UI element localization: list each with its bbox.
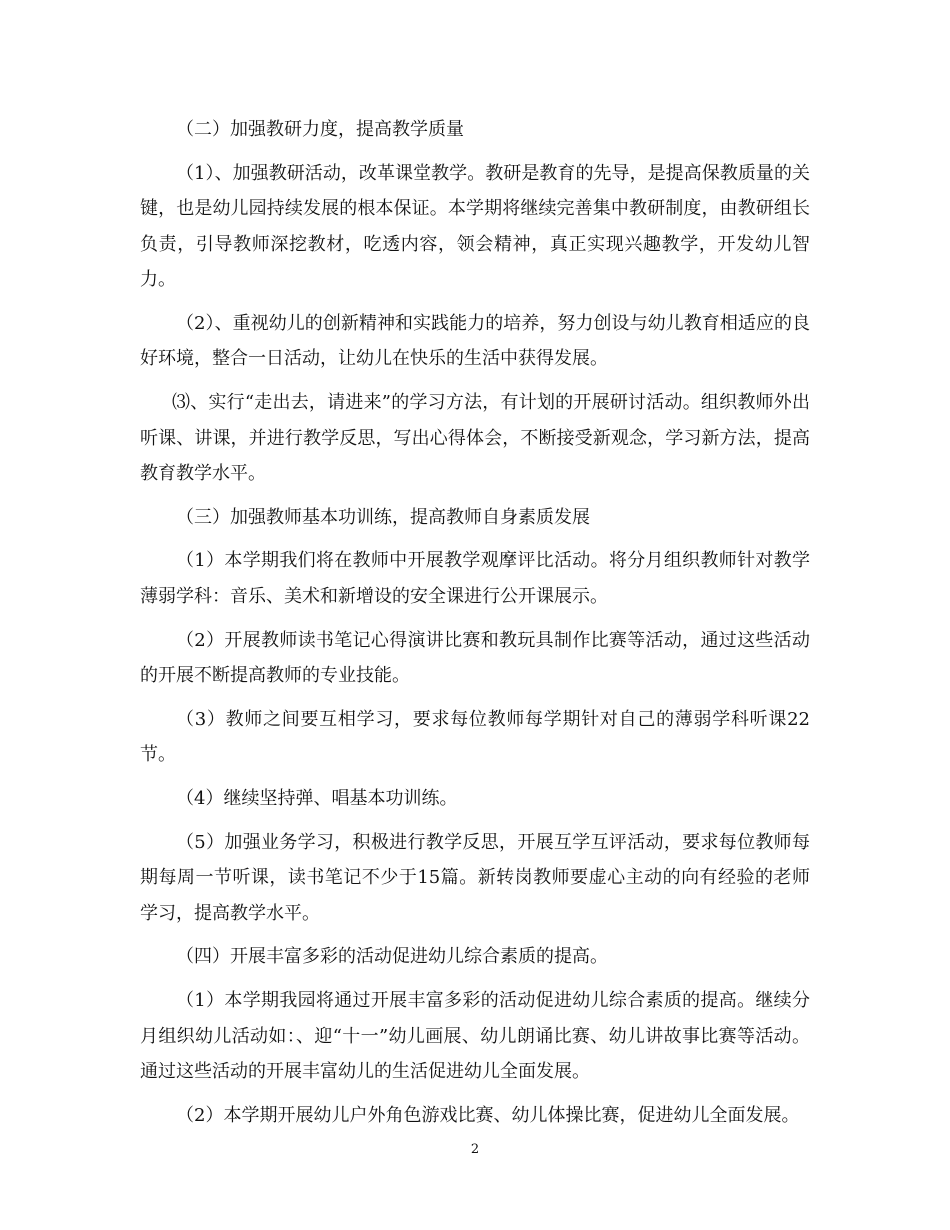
paragraph: （2）开展教师读书笔记心得演讲比赛和教玩具制作比赛等活动，通过这些活动的开展不断提高教师的专业技能。	[140, 629, 810, 687]
paragraph: （4）继续坚持弹、唱基本功训练。	[176, 788, 458, 809]
paragraph: （3）教师之间要互相学习，要求每位教师每学期针对自己的薄弱学科听课22节。	[140, 708, 810, 766]
paragraph: （1）本学期我们将在教师中开展教学观摩评比活动。将分月组织教师针对教学薄弱学科：音乐、美术和新增设的安全课进行公开课展示。	[140, 550, 810, 607]
paragraph: （2）、重视幼儿的创新精神和实践能力的培养，努力创设与幼儿教育相适应的良好环境，整合一日活动，让幼儿在快乐的生活中获得发展。	[140, 312, 810, 370]
page-number: 2	[470, 1142, 480, 1157]
paragraph: （1）本学期我园将通过开展丰富多彩的活动促进幼儿综合素质的提高。继续分月组织幼儿活动如：、迎“十一”幼儿画展、幼儿朗诵比赛、幼儿讲故事比赛等活动。通过这些活动的开展丰富幼儿的生活促进幼儿全面发展。	[140, 990, 810, 1083]
paragraph: （5）加强业务学习，积极进行教学反思，开展互学互评活动，要求每位教师每期每周一节听课，读书笔记不少于15篇。新转岗教师要虚心主动的向有经验的老师学习，提高教学水平。	[140, 831, 810, 924]
paragraph: （1）、加强教研活动，改革课堂教学。教研是教育的先导，是提高保教质量的关键，也是幼儿园持续发展的根本保证。本学期将继续完善集中教研制度，由教研组长负责，引导教师深挖教材，吃透内容，领会精神，真正实现兴趣教学，开发幼儿智力。	[140, 162, 810, 291]
section-heading: （二）加强教研力度，提高教学质量	[176, 119, 464, 140]
section-heading: （三）加强教师基本功训练，提高教师自身素质发展	[176, 506, 590, 528]
document-body	[140, 112, 810, 1141]
paragraph: （2）本学期开展幼儿户外角色游戏比赛、幼儿体操比赛，促进幼儿全面发展。	[176, 1104, 800, 1126]
section-heading: （四）开展丰富多彩的活动促进幼儿综合素质的提高。	[176, 946, 608, 968]
paragraph: ⑶、实行“走出去，请进来”的学习方法，有计划的开展研讨活动。组织教师外出听课、讲课，并进行教学反思，写出心得体会，不断接受新观念，学习新方法，提高教育教学水平。	[140, 392, 810, 485]
